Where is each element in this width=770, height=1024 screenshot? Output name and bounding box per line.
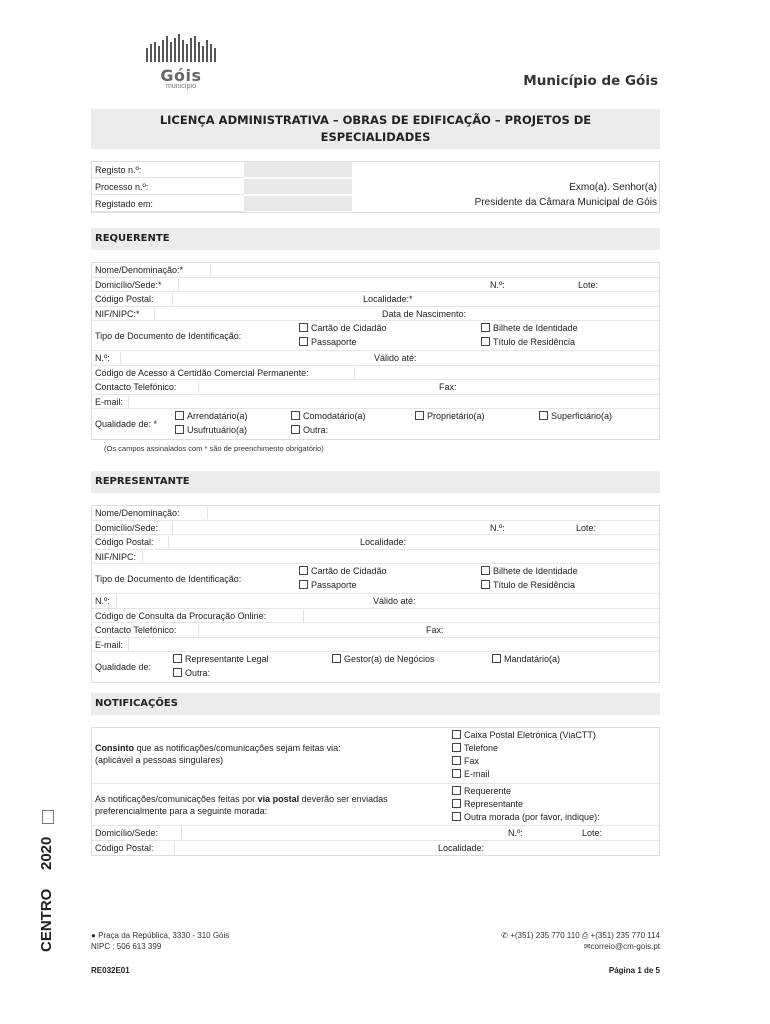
rep-cartao-option[interactable] [299,564,387,578]
notif-cp-field[interactable] [174,842,424,854]
notif-consinto-text [95,742,341,766]
rep-outra-option[interactable] [173,666,210,680]
checkbox-icon[interactable] [452,769,461,778]
checkbox-icon[interactable] [492,654,501,663]
checkbox-icon[interactable] [173,668,182,677]
eu-flag-icon [42,810,54,824]
email-icon: ✉ [583,942,591,951]
rep-contacto-field[interactable] [198,624,418,636]
req-proprietario-option[interactable] [415,409,485,423]
notif-postal-text [95,793,388,817]
notif-caixa-label: Caixa Postal Eletrónica (ViaCTT) [464,730,596,740]
checkbox-icon[interactable] [452,799,461,808]
req-tipodoc-label: Tipo de Documento de Identificação: [95,331,242,341]
rep-n-label: N.º: [95,596,110,606]
title-line-1: LICENÇA ADMINISTRATIVA – OBRAS DE EDIFICAÇÃO – PROJETOS DE [159,113,592,127]
req-nif-field[interactable] [154,308,374,320]
req-n-field[interactable] [120,352,360,364]
rep-nif-label: NIF/NIPC: [95,551,137,562]
rep-email-row [92,638,659,653]
req-localidade-label: Localidade:* [363,294,413,304]
notif-telefone-label: Telefone [464,743,499,753]
requerente-form [91,262,660,440]
rep-codconsulta-label: Código de Consulta da Procuração Online: [95,610,267,621]
rep-valido-label: Válido até: [373,596,416,606]
notif-cp-label: Código Postal: [95,842,154,853]
req-domicilio-label: Domicílio/Sede:* [95,279,162,290]
req-outra-label: Outra: [303,425,329,435]
rep-cp-label: Código Postal: [95,537,154,547]
req-nif-row [92,307,659,322]
notificacoes-form [91,727,660,856]
checkbox-icon[interactable] [481,337,490,346]
notif-domicilio-label: Domicílio/Sede: [95,828,159,838]
phone-icon: ✆ [501,931,508,940]
checkbox-icon[interactable] [481,323,490,332]
exmo-text: Exmo(a). Senhor(a) [569,182,657,193]
rep-nome-field[interactable] [207,507,659,519]
rep-passaporte-label: Passaporte [311,580,357,590]
footer-right [501,930,660,952]
notif-representante-label: Representante [464,799,524,809]
checkbox-icon[interactable] [452,786,461,795]
checkbox-icon[interactable] [291,411,300,420]
req-email-row [92,395,659,410]
notif-consinto-rest: que as notificações/comunicações sejam feitas via: [134,743,341,753]
req-cp-field[interactable] [172,293,352,305]
req-qualidade-label: Qualidade de: * [95,419,158,429]
registado-label: Registado em: [92,196,244,212]
representante-form [91,505,660,683]
rep-numero-label: N.º: [490,522,505,533]
page-number: Página 1 de 5 [608,966,660,975]
req-nif-label: NIF/NIPC:* [95,308,140,319]
rep-passaporte-option[interactable] [299,578,357,592]
req-bilhete-label: Bilhete de Identidade [493,323,578,333]
req-nascimento-label: Data de Nascimento: [382,308,467,319]
req-nome-row [92,263,659,278]
notif-outra-label: Outra morada (por favor, indique): [464,812,600,822]
checkbox-icon[interactable] [175,411,184,420]
req-bilhete-option[interactable] [481,321,578,335]
title-line-2: ESPECIALIDADES [320,130,431,144]
rep-legal-label: Representante Legal [185,654,269,664]
footer-email-line [501,941,660,952]
rep-titulo-option[interactable] [481,578,575,592]
footer-phone: +(351) 235 770 110 [510,931,580,940]
rep-localidade-label: Localidade: [360,537,407,547]
notif-email-label: E-mail [464,769,490,779]
notif-consinto-bold: Consinto [95,743,134,753]
checkbox-icon[interactable] [299,337,308,346]
req-titulo-option[interactable] [481,335,575,349]
req-codacesso-label: Código de Acesso à Certidão Comercial Permanente: [95,367,309,378]
rep-domicilio-label: Domicílio/Sede: [95,522,159,533]
funding-logos [38,770,68,960]
rep-fax-label: Fax: [426,625,444,635]
req-cp-label: Código Postal: [95,294,154,304]
req-cartao-option[interactable] [299,321,387,335]
req-qualidade-row [92,409,659,439]
req-tipodoc-row [92,321,659,351]
req-contacto-label: Contacto Telefónico: [95,382,177,392]
req-comodatario-label: Comodatário(a) [303,411,366,421]
rep-legal-option[interactable] [173,652,269,666]
notif-aplicavel: (aplicável a pessoas singulares) [95,755,224,765]
rep-gestor-option[interactable] [332,652,435,666]
req-comodatario-option[interactable] [291,409,366,423]
notif-numero-label: N.º: [508,828,523,838]
req-domicilio-field[interactable] [178,279,478,291]
req-titulo-label: Título de Residência [493,337,576,347]
processo-label: Processo n.º: [92,179,244,195]
rep-gestor-label: Gestor(a) de Negócios [344,654,435,664]
rep-qualidade-label: Qualidade de: [95,662,152,672]
req-arrendatario-label: Arrendatário(a) [187,411,248,421]
notif-consinto-row [92,728,659,784]
req-domicilio-row [92,278,659,293]
centro-logo-text: CENTRO [38,888,55,952]
notif-postal-pre: As notificações/comunicações feitas por [95,794,258,804]
logo-subtitle: município [166,83,196,90]
rep-tipodoc-label: Tipo de Documento de Identificação: [95,574,242,584]
rep-titulo-label: Título de Residência [493,580,576,590]
notif-postal-bold: via postal [257,794,300,804]
checkbox-icon[interactable] [175,425,184,434]
req-proprietario-label: Proprietário(a) [427,411,485,421]
footer-left [91,930,229,952]
notif-telefone-option[interactable] [452,743,498,753]
document-title [91,109,660,149]
rep-email-field[interactable] [128,639,659,651]
notif-morada-options [452,785,600,824]
notif-postal-line2: preferencialmente para a seguinte morada: [95,806,268,816]
rep-contacto-row [92,623,659,638]
notif-outra-option[interactable] [452,812,600,822]
notif-channel-options [452,729,596,781]
req-cp-row [92,292,659,307]
req-arrendatario-option[interactable] [175,409,248,423]
notif-fax-option[interactable] [452,756,479,766]
rep-cp-row [92,535,659,550]
mandatory-note: (Os campos assinalados com * são de preenchimento obrigatório) [104,444,324,453]
rep-nif-field[interactable] [142,551,659,563]
checkbox-icon[interactable] [539,411,548,420]
rep-qualidade-row [92,652,659,682]
footer-fax: +(351) 235 770 114 [590,931,660,940]
footer-contacts-line [501,930,660,941]
req-passaporte-option[interactable] [299,335,357,349]
req-usufrutuario-label: Usufrutuário(a) [187,425,248,435]
checkbox-icon[interactable] [415,411,424,420]
rep-n-row [92,594,659,609]
section-representante: REPRESENTANTE [91,471,660,493]
registration-block [91,161,660,213]
addressee [475,180,657,210]
footer-address: Praça da República, 3330 - 310 Góis [98,931,230,940]
req-usufrutuario-option[interactable] [175,423,247,437]
processo-field[interactable] [244,179,352,194]
checkbox-icon[interactable] [291,425,300,434]
rep-domicilio-row [92,521,659,536]
req-codacesso-row [92,366,659,381]
rep-tipodoc-row [92,564,659,594]
checkbox-icon[interactable] [452,756,461,765]
req-fax-label: Fax: [439,382,457,392]
notif-requerente-label: Requerente [464,786,512,796]
notif-domicilio-row [92,826,659,841]
req-email-label: E-mail: [95,396,124,407]
municipality-logo [118,32,244,98]
rep-outra-label: Outra: [185,668,211,678]
rep-bilhete-label: Bilhete de Identidade [493,566,578,576]
municipality-heading: Município de Góis [523,73,658,89]
req-superficiario-label: Superficiário(a) [551,411,613,421]
rep-lote-label: Lote: [576,522,597,533]
checkbox-icon[interactable] [452,743,461,752]
rep-nome-row [92,506,659,521]
rep-nome-label: Nome/Denominação: [95,508,180,518]
checkbox-icon[interactable] [332,654,341,663]
rep-cartao-label: Cartão de Cidadão [311,566,387,576]
footer-nipc: NIPC : 506 613 399 [91,942,162,951]
notif-cp-row [92,841,659,856]
notif-domicilio-field[interactable] [181,827,497,839]
footer-email[interactable]: correio@cm-gois.pt [590,942,660,951]
req-cartao-label: Cartão de Cidadão [311,323,387,333]
req-lote-label: Lote: [578,279,599,290]
checkbox-icon[interactable] [299,566,308,575]
checkbox-icon[interactable] [452,812,461,821]
notif-lote-label: Lote: [582,828,603,838]
notif-postal-post: deverão ser enviadas [299,794,388,804]
section-requerente: REQUERENTE [91,228,660,250]
location-pin-icon: ● [91,931,96,940]
notif-requerente-option[interactable] [452,786,511,796]
notif-postal-row [92,784,659,826]
rep-mandatario-option[interactable] [492,652,560,666]
presidente-text: Presidente da Câmara Municipal de Góis [474,197,657,208]
notif-fax-label: Fax [464,756,480,766]
document-reference: RE032E01 [91,966,130,975]
notif-email-option[interactable] [452,769,490,779]
notif-localidade-label: Localidade: [438,842,485,853]
rep-email-label: E-mail: [95,639,124,650]
rep-n-field[interactable] [116,595,366,607]
rep-domicilio-field[interactable] [172,522,478,534]
req-outra-option[interactable] [291,423,328,437]
req-n-row [92,351,659,366]
portugal2020-logo-text: 2020 [38,836,55,870]
req-n-label: N.º: [95,353,110,363]
rep-mandatario-label: Mandatário(a) [504,654,561,664]
section-notificacoes: NOTIFICAÇÕES [91,693,660,715]
fax-icon: ⎙ [581,931,589,940]
checkbox-icon[interactable] [481,566,490,575]
rep-contacto-label: Contacto Telefónico: [95,625,177,635]
req-nome-label: Nome/Denominação:* [95,265,184,275]
req-numero-label: N.º: [490,279,505,290]
rep-cp-field[interactable] [168,536,348,548]
registo-label: Registo n.º: [92,162,244,178]
logo-bars-icon [118,32,244,62]
req-passaporte-label: Passaporte [311,337,357,347]
req-contacto-field[interactable] [198,381,428,393]
checkbox-icon[interactable] [299,323,308,332]
req-superficiario-option[interactable] [539,409,612,423]
req-contacto-row [92,380,659,395]
logo-name: Góis [160,66,202,85]
notif-caixa-option[interactable] [452,730,596,740]
req-valido-label: Válido até: [374,353,417,363]
registado-field[interactable] [244,196,352,211]
checkbox-icon[interactable] [452,730,461,739]
rep-nif-row [92,550,659,565]
req-codacesso-field[interactable] [354,367,659,379]
footer-address-line [91,930,229,941]
checkbox-icon[interactable] [299,580,308,589]
registo-field[interactable] [244,162,352,177]
req-email-field[interactable] [128,396,659,408]
rep-bilhete-option[interactable] [481,564,578,578]
checkbox-icon[interactable] [481,580,490,589]
notif-representante-option[interactable] [452,799,523,809]
req-nome-field[interactable] [210,264,659,276]
rep-codconsulta-field[interactable] [303,610,659,622]
rep-codconsulta-row [92,609,659,624]
checkbox-icon[interactable] [173,654,182,663]
